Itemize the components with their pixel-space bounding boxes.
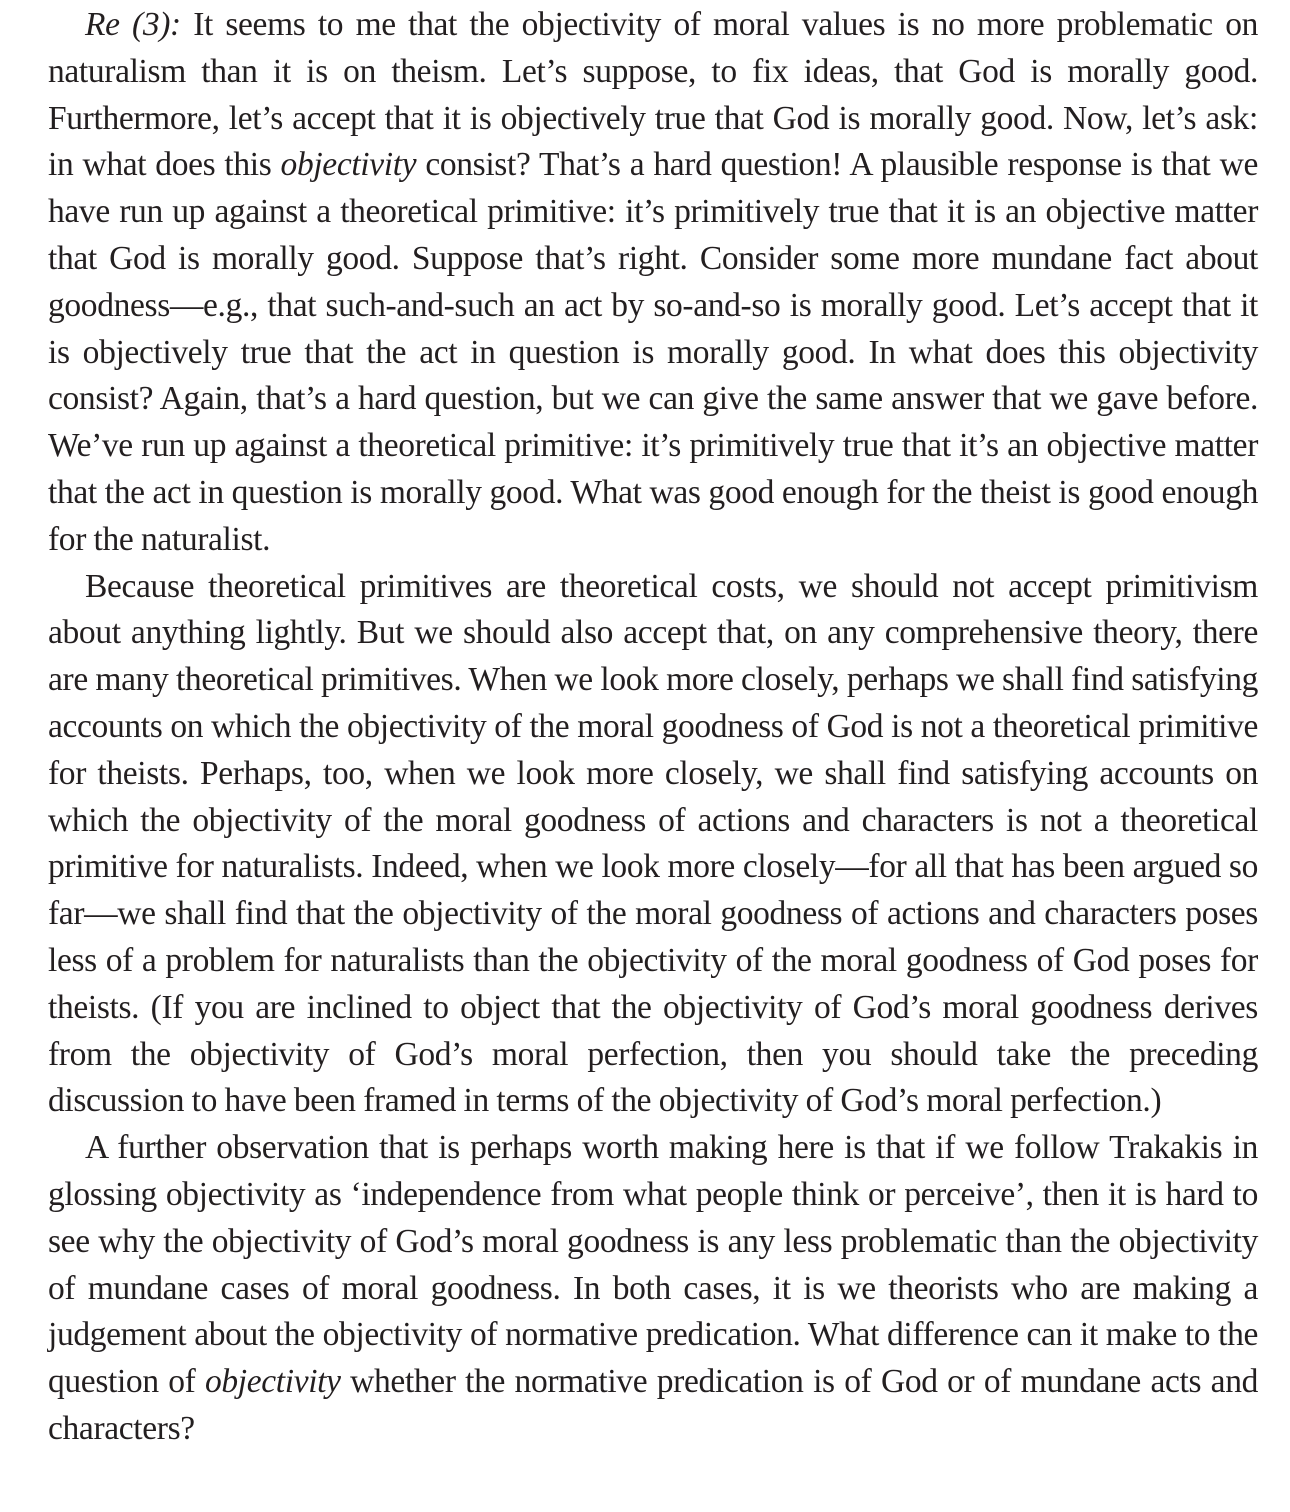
text-segment: consist? That’s a hard question! A plausible response is that we have run up against a theoretical primitive: it’s primitively true that it is an objective matter that God is morally good. Suppose that’s right. Consider some more mundane fact about goodness—e.g., that such-and-such an act by so-and-so is morally good. Let’s accept that it is objectively true that the act in question is morally good. In what does this objectivity consist? Again, that’s a hard question, but we can give the same answer that we gave before. We’ve run up against a theoretical primitive: it’s primitively true that it’s an objective matter that the act in question is morally good. What was good enough for the theist is good enough for the naturalist. <box>48 146 1258 558</box>
emphasis-objectivity: objectivity <box>204 1363 341 1401</box>
document-page <box>48 0 1258 1453</box>
paragraph-label: Re (3): <box>85 6 181 43</box>
paragraph-further-observation <box>48 1125 1258 1453</box>
paragraph-re-3 <box>48 2 1258 564</box>
text-segment: whether the normative predication is of God or of mundane acts and characters? <box>48 1363 1259 1447</box>
emphasis-objectivity: objectivity <box>280 146 417 184</box>
paragraph-theoretical-primitives <box>48 564 1258 1126</box>
text-segment: It seems to me that the objectivity of moral values is no more problematic on naturalism than it is on theism. Let’s suppose, to fix ideas, that God is morally good. Furthermore, let’s accept that it is objectively true that God is morally good. Now, let’s ask: in what does this <box>48 6 1258 184</box>
text-segment: Because theoretical primitives are theoretical costs, we should not accept primitivism about anything lightly. But we should also accept that, on any comprehensive theory, there are many theoretical primitives. When we look more closely, perhaps we shall find satisfying accounts on which the objectivity of the moral goodness of God is not a theoretical primitive for theists. Perhaps, too, when we look more closely, we shall find satisfying accounts on which the objectivity of the moral goodness of actions and characters is not a theoretical primitive for naturalists. Indeed, when we look more closely—for all that has been argued so far—we shall find that the objectivity of the moral goodness of actions and characters poses less of a problem for naturalists than the objectivity of the moral goodness of God poses for theists. (If you are inclined to object that the objectivity of God’s moral goodness derives from the objectivity of God’s moral perfection, then you should take the preceding discussion to have been framed in terms of the objectivity of God’s moral perfection.) <box>48 567 1258 1120</box>
text-segment: A further observation that is perhaps worth making here is that if we follow Trakakis in glossing objectivity as ‘independence from what people think or perceive’, then it is hard to see why the objectivity of God’s moral goodness is any less problematic than the objectivity of mundane cases of moral goodness. In both cases, it is we theorists who are making a judgement about the objectivity of normative predication. What difference can it make to the question of <box>48 1129 1258 1401</box>
